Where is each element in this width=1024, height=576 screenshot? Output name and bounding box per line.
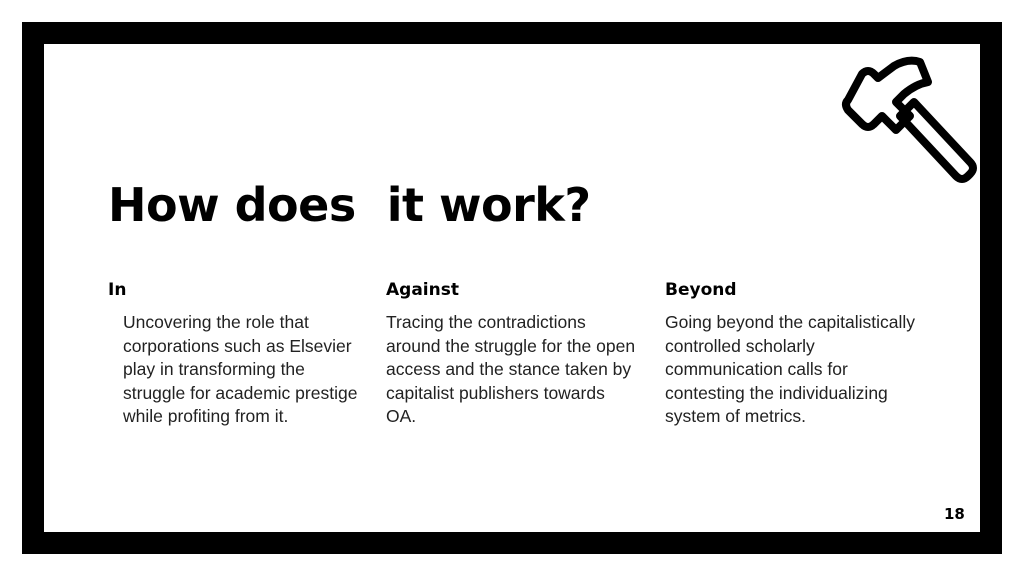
column-heading: Against — [386, 280, 459, 300]
column-beyond — [665, 278, 915, 429]
column-heading: Beyond — [665, 280, 737, 300]
column-body: Tracing the contradictions around the struggle for the open access and the stance taken by capitalist publishers towards OA. — [386, 312, 636, 427]
hammer-icon — [838, 52, 978, 186]
column-body: Uncovering the role that corporations such as Elsevier play in transforming the struggle for academic prestige while profiting from it. — [123, 312, 358, 427]
column-heading: In — [108, 280, 127, 300]
column-body: Going beyond the capitalistically controlled scholarly communication calls for contesting the individualizing system of metrics. — [665, 312, 916, 427]
slide-title: How does it work? — [108, 178, 591, 232]
page-number: 18 — [944, 505, 965, 523]
column-in — [108, 278, 358, 429]
column-against — [386, 278, 636, 429]
